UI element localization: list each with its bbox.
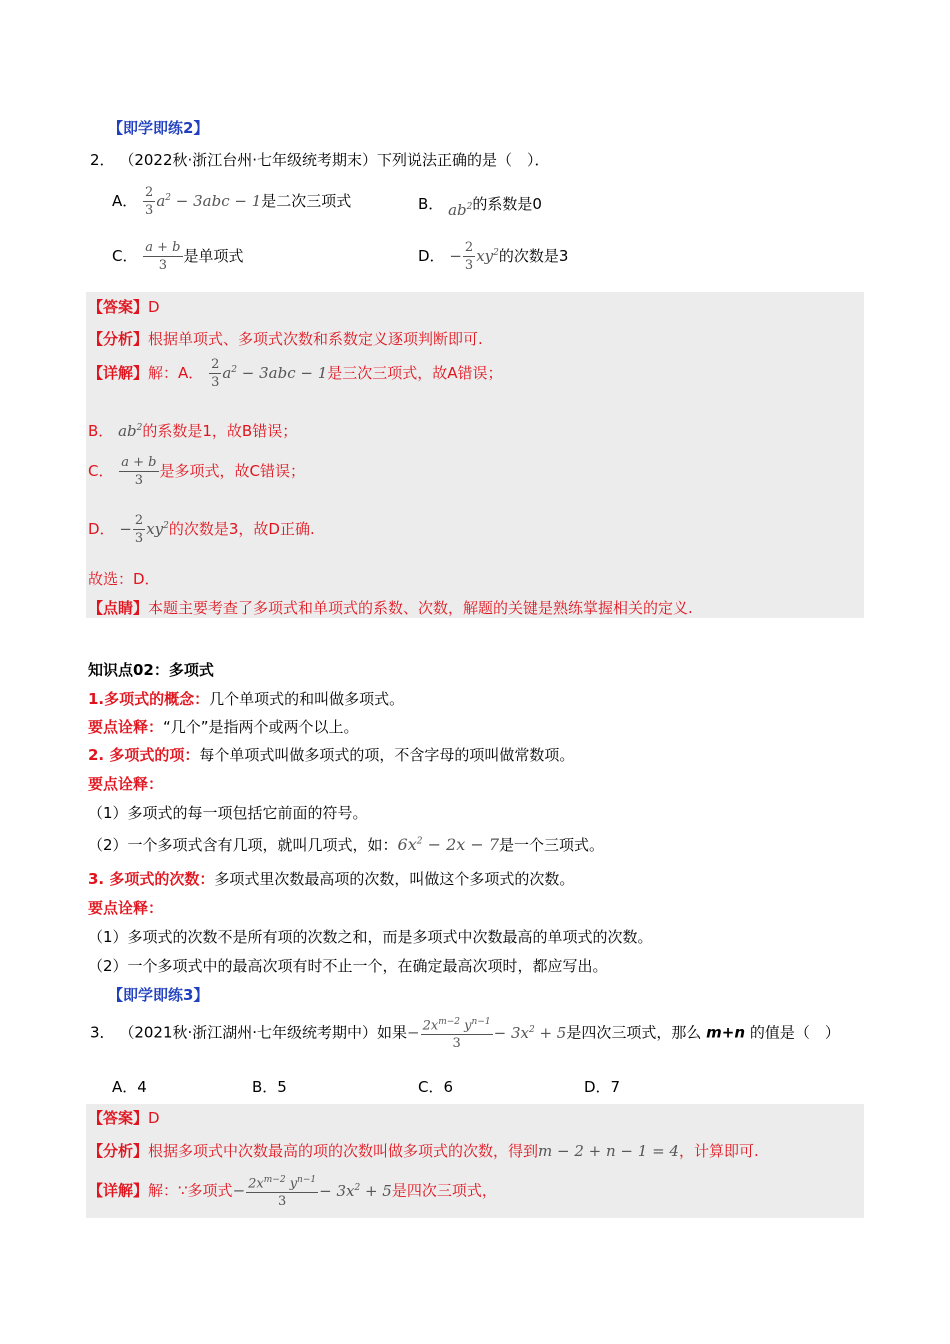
answer-panel-2 <box>86 292 864 618</box>
detail-a-line <box>88 356 503 391</box>
kp-note2-line2 <box>88 834 604 855</box>
option-c <box>112 239 244 274</box>
kp-p3 <box>88 868 574 889</box>
detail-d-line: D． − $\frac{2}{3}$ $xy^2$的次数是3，故D正确. <box>88 513 315 546</box>
kp-body: 每个单项式叫做多项式的项，不含字母的项叫做常数项。 <box>199 746 575 764</box>
choose-line: 故选：D． <box>88 570 160 588</box>
kp-body: 是一个三项式。 <box>499 836 605 854</box>
kp-p1 <box>88 688 404 709</box>
detail-c-line <box>88 454 305 489</box>
detail-tag: 【详解】 <box>88 1181 149 1200</box>
answer-tag: 【答案】 <box>88 1109 149 1127</box>
detail-text: C． <box>88 462 114 480</box>
detail-text: 的次数是3，故D正确. <box>168 520 315 538</box>
comment-text: 本题主要考查了多项式和单项式的系数、次数，解题的关键是熟练掌握相关的定义. <box>148 599 693 617</box>
detail-text: B． <box>88 422 114 440</box>
math-expression: − $3x^2 + 5$ <box>319 1181 392 1200</box>
q3-option-c: C．6 <box>418 1078 454 1096</box>
math-expression: − $3x^2 + 5$ <box>493 1023 567 1042</box>
math-fraction: $\frac{2}{3}$ <box>464 240 474 273</box>
detail-b-line <box>88 420 297 441</box>
math-expression: $ab^2$ <box>118 422 143 440</box>
option-text: 的系数是0 <box>472 195 542 213</box>
answer-value: D <box>148 1109 160 1127</box>
math-expression: $a^2 - 3abc - 1$ <box>156 192 262 210</box>
detail-text: 是三次三项式，故A错误； <box>327 364 503 382</box>
math-expression: $xy^2$ <box>146 520 169 538</box>
kp-body: （2）一个多项式含有几项，就叫几项式，如： <box>88 836 398 854</box>
detail-text: D． <box>88 520 115 538</box>
question-text: 的值是（ ） <box>749 1023 840 1042</box>
math-expression: $6x^2 - 2x - 7$ <box>397 835 500 854</box>
option-b <box>418 193 542 219</box>
answer-tag: 【答案】 <box>88 298 149 316</box>
analysis-text: 根据多项式中次数最高的项的次数叫做多项式的次数，得到 <box>148 1142 539 1160</box>
q3-option-b: B．5 <box>252 1078 287 1096</box>
question-number: 3． <box>90 1023 115 1042</box>
detail-text: 是四次三项式， <box>391 1181 497 1200</box>
practice-label-3: 【即学即练3】 <box>108 986 209 1004</box>
answer-line <box>88 1107 160 1128</box>
option-d: D． − $\frac{2}{3}$ $xy^2$的次数是3 <box>418 240 569 273</box>
detail-text: 解：A． <box>148 364 204 382</box>
kp-head: 1.多项式的概念： <box>88 690 210 708</box>
kp-p2 <box>88 744 574 765</box>
option-text: 的次数是3 <box>498 247 569 265</box>
kp-head: 要点诠释： <box>88 718 164 736</box>
math-fraction: $\frac{2x^{m-2} y^{n-1}}{3}$ <box>421 1014 493 1052</box>
kp-note3-head: 要点诠释： <box>88 899 164 917</box>
comment-tag: 【点睛】 <box>88 599 149 617</box>
mn-variable: m+n <box>706 1023 746 1042</box>
answer-panel-3 <box>86 1104 864 1218</box>
question-2-stem <box>90 149 550 170</box>
q3-option-a: A．4 <box>112 1078 147 1096</box>
option-text: 是单项式 <box>183 247 244 265</box>
option-a <box>112 184 351 219</box>
q3-option-d: D．7 <box>584 1078 621 1096</box>
kp-note2-line1: （1）多项式的每一项包括它前面的符号。 <box>88 804 368 822</box>
detail-line: 【详解】解：∵多项式− $\frac{2x^{m-2} y^{n-1}}{3}$ − $3x^2 + 5$是四次三项式， <box>88 1172 497 1210</box>
detail-text: 解：∵多项式 <box>148 1181 233 1200</box>
analysis-text: 根据单项式、多项式次数和系数定义逐项判断即可. <box>148 330 483 348</box>
kp-body: “几个”是指两个或两个以上。 <box>163 718 359 736</box>
practice-label-2: 【即学即练2】 <box>108 119 209 137</box>
math-fraction: $\frac{a + b}{3}$ <box>145 240 181 273</box>
option-text: 是二次三项式 <box>261 192 352 210</box>
comment-line <box>88 597 693 618</box>
math-fraction: $\frac{2}{3}$ <box>211 357 220 390</box>
math-expression: $a^2 - 3abc - 1$ <box>222 364 328 382</box>
kp-body: 多项式里次数最高项的次数，叫做这个多项式的次数。 <box>214 870 575 888</box>
question-number: 2． <box>90 151 115 169</box>
question-text: （2022秋·浙江台州·七年级统考期末）下列说法正确的是（ ）． <box>119 151 550 169</box>
question-3-stem: 3． （2021秋·浙江湖州·七年级统考期中）如果− $\frac{2x^{m-2} y^{n-1}}{3}$ − $3x^2 + 5$是四次三项式，那么 m+n 的值是（ ） <box>90 1014 840 1052</box>
math-fraction: $\frac{2}{3}$ <box>134 513 144 546</box>
option-letter: B． <box>418 195 444 213</box>
math-expression: $ab^2$ <box>448 201 473 219</box>
answer-value: D <box>148 298 160 316</box>
kp-note3-line2: （2）一个多项式中的最高次项有时不止一个，在确定最高次项时，都应写出。 <box>88 957 608 975</box>
question-text: 是四次三项式，那么 <box>566 1023 702 1042</box>
kp-note3-line1: （1）多项式的次数不是所有项的次数之和，而是多项式中次数最高的单项式的次数。 <box>88 928 653 946</box>
analysis-tag: 【分析】 <box>88 1142 149 1160</box>
math-fraction: $\frac{a + b}{3}$ <box>121 455 157 488</box>
analysis-tag: 【分析】 <box>88 330 149 348</box>
analysis-text: ，计算即可. <box>678 1142 759 1160</box>
detail-text: 是多项式，故C错误； <box>159 462 305 480</box>
analysis-line <box>88 1140 759 1161</box>
math-fraction: $\frac{2x^{m-2} y^{n-1}}{3}$ <box>246 1172 318 1210</box>
kp-head: 2. 多项式的项： <box>88 746 200 764</box>
kp-note2-head: 要点诠释： <box>88 775 164 793</box>
math-fraction: $\frac{2}{3}$ <box>145 185 154 218</box>
answer-line <box>88 296 160 317</box>
analysis-line <box>88 328 483 349</box>
question-text: （2021秋·浙江湖州·七年级统考期中）如果 <box>119 1023 408 1042</box>
section-title: 知识点02：多项式 <box>88 661 214 679</box>
detail-text: 的系数是1，故B错误； <box>142 422 298 440</box>
kp-head: 3. 多项式的次数： <box>88 870 215 888</box>
option-letter: C． <box>112 247 138 265</box>
math-expression: m − 2 + n − 1 = 4 <box>538 1142 679 1160</box>
math-expression: $xy^2$ <box>476 247 499 265</box>
option-letter: D． <box>418 247 445 265</box>
option-letter: A． <box>112 192 138 210</box>
kp-note1 <box>88 716 359 737</box>
kp-body: 几个单项式的和叫做多项式。 <box>209 690 405 708</box>
detail-tag: 【详解】 <box>88 364 149 382</box>
